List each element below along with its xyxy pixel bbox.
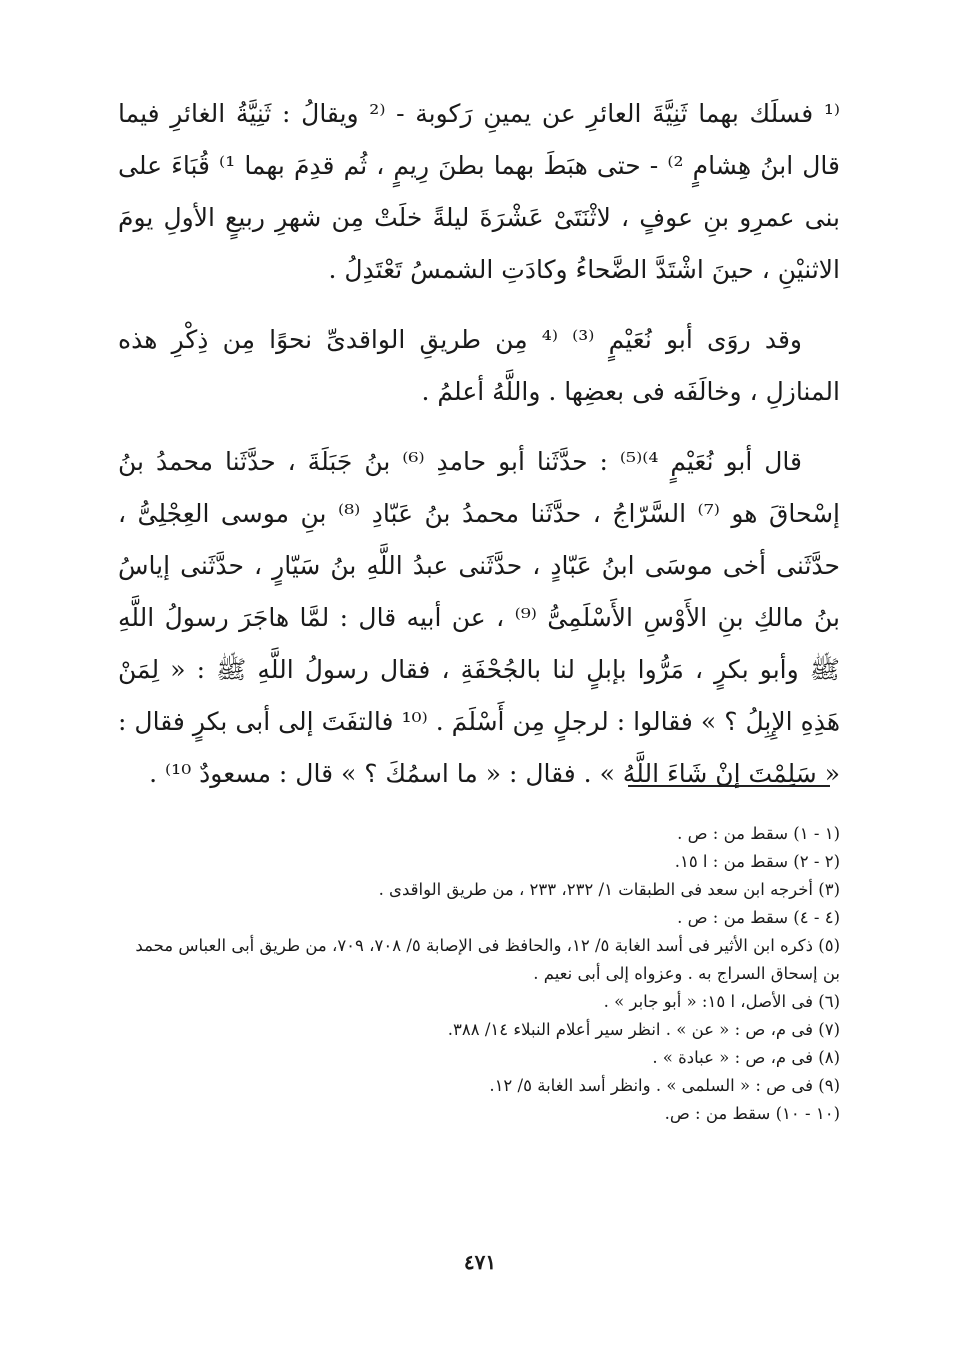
footnote-3: (٣) أخرجه ابن سعد فى الطبقات ١/ ٢٣٢، ٢٣٣ ، من طريق الواقدى . [378,880,840,899]
paragraph-2: وقد روَى أبو نُعَيْمٍ ⁽³⁾ ⁽⁴ مِن طريقِ الواقدىِّ نحوًا مِن ذِكْرِ هذه المنازلِ ، وخالَفَه فى بعضِها . واللَّهُ أعلمُ . [118,325,840,406]
footnote-4: (٤ - ٤) سقط من : ص . [677,908,840,927]
footnote-9: (٩) فى ص : « السلمى » . وانظر أسد الغابة ٥/ ١٢. [489,1076,840,1095]
footnote-5: (٥) ذكره ابن الأثير فى أسد الغابة ٥/ ١٢، والحافظ فى الإصابة ٥/ ٧٠٨، ٧٠٩، من طريق أبى العباس محمد بن إسحاق السراج به . وعزواه إلى أبى نعيم . [135,936,840,983]
footnote-8: (٨) فى م، ص : « عبادة » . [652,1048,840,1067]
main-text [118,88,840,818]
page-number: ٤٧١ [463,1250,497,1274]
footnote-separator [628,785,830,787]
footnote-1: (١ - ١) سقط من : ص . [677,824,840,843]
footnote-10: (١٠ - ١٠) سقط من : ص. [664,1104,840,1123]
paragraph-1: ⁽¹ فسلَك بهما ثَنِيَّةَ العائرِ عن يمينِ رَكوبة - ⁽² ويقالُ : ثَنِيَّةُ الغائرِ فيما قال ابنُ هِشامٍ ²⁾ - حتى هبَطَ بهما بطنَ رِيمٍ ، ثُم قدِمَ بهما ¹⁾ قُبَاءَ على بنى عمرِو بنِ عوفٍ ، لاثْنَتَىْ عَشْرَةَ ليلةً خلَتْ مِن شهرِ ربيعٍ الأولِ يومَ الاثنيْنِ ، حينَ اشْتَدَّ الضَّحاءُ وكادَتِ الشمسُ تَعْتَدِلُ . [118,99,841,284]
footnote-6: (٦) فى الأصل، ا ١٥: « أبو جابر » . [603,992,840,1011]
footnote-7: (٧) فى م، ص : « عن » . انظر سير أعلام النبلاء ١٤/ ٣٨٨. [447,1020,840,1039]
footnote-2: (٢ - ٢) سقط من : ا ١٥. [674,852,840,871]
paragraph-3: قال أبو نُعَيْمٍ ⁴⁾⁽⁵⁾ : حدَّثَنا أبو حامدِ ⁽⁶⁾ بنُ جَبَلَةَ ، حدَّثَنا محمدُ بنُ إسْحاقَ هو ⁽⁷⁾ السَّرّاجُ ، حدَّثَنا محمدُ بنُ عَبّادِ ⁽⁸⁾ بنِ موسى العِجْلِىُّ ، حدَّثَنى أخى موسَى ابنُ عَبّادٍ ، حدَّثَنى عبدُ اللَّهِ بنُ سَيّارٍ ، حدَّثَنى إياسُ بنُ مالكِ بنِ الأَوْسِ الأَسْلَمِىُّ ⁽⁹⁾ ، عن أبيه قال : لمَّا هاجَرَ رسولُ اللَّهِ ﷺ وأبو بكرٍ ، مَرُّوا بإبلٍ لنا بالجُحْفَةِ ، فقال رسولُ اللَّهِ ﷺ : « لِمَنْ هَذِهِ الإِبِلُ ؟ » فقالوا : لرجلٍ مِن أَسْلَمَ . ⁽¹⁰ فالتفَتَ إلى أبى بكرٍ فقال : « سَلِمْتَ إنْ شَاءَ اللَّهُ » . فقال : « ما اسمُكَ ؟ » قال : مسعودٌ ¹⁰⁾ . [118,447,841,788]
footnotes [118,820,840,1128]
